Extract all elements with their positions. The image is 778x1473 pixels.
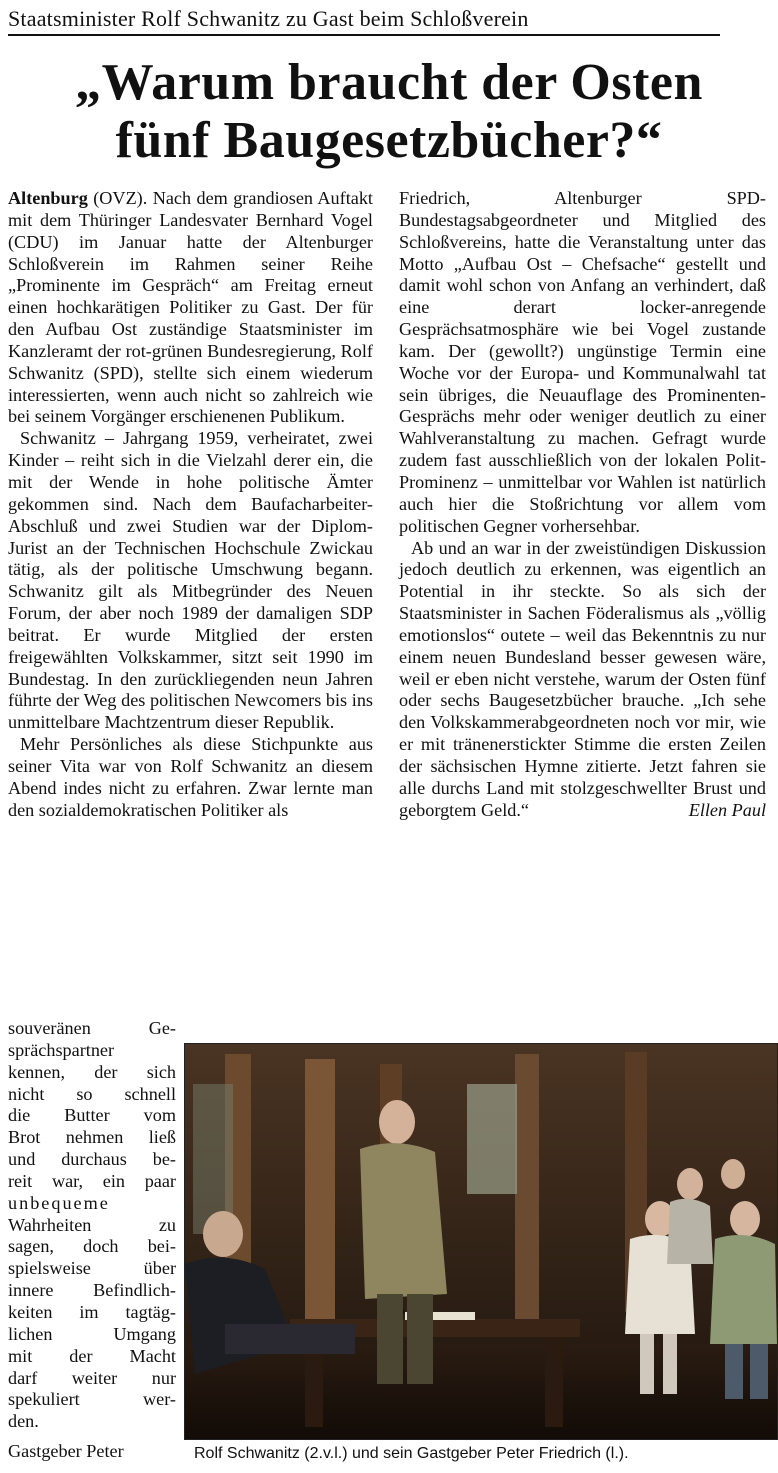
narrow-line: den. (8, 1411, 39, 1432)
narrow-line: mit der Macht (8, 1345, 176, 1366)
narrow-line: sprächspartner (8, 1039, 115, 1060)
kicker: Staatsminister Rolf Schwanitz zu Gast beim Schloßverein (8, 6, 720, 36)
narrow-line: spekuliert wer- (8, 1389, 176, 1410)
article-narrow-column (8, 1018, 176, 1433)
photo-illustration (185, 1044, 777, 1439)
dateline: Altenburg (8, 188, 88, 208)
narrow-line: spielsweise über (8, 1258, 176, 1279)
paragraph (399, 538, 766, 822)
narrow-line: nicht so schnell (8, 1083, 176, 1104)
author: Ellen Paul (688, 799, 766, 820)
event-photo (184, 1043, 778, 1440)
paragraph-text: (OVZ). Nach dem grandiosen Auftakt mit dem Thüringer Landesvater Bernhard Vogel (CDU) im Januar hatte der Altenburger Schloßverein im Rahmen seiner Reihe „Prominente im Gespräch“ am Freitag erneut einen hochkarätigen Politiker zu Gast. Der für den Aufbau Ost zuständige Staatsminister im Kanzleramt der rot-grünen Bundesregierung, Rolf Schwanitz (SPD), stellte sich einem wiederum interessierten, wenn auch nicht so zahlreich wie bei seinem Vorgänger erschienenen Publikum. (8, 188, 373, 427)
narrow-line: reit war, ein paar (8, 1170, 176, 1191)
paragraph: Schwanitz – Jahrgang 1959, verheiratet, zwei Kinder – reiht sich in die Vielzahl derer ein, die mit der Wende in hohe politische Ämter gekommen sind. Nach dem Baufacharbeiter-Abschluß und zwei Studien war der Diplom-Jurist an der Technischen Hochschule Zwickau tätig, als der politische Umschwung begann. Schwanitz gilt als Mitbegründer des Neuen Forum, der aber noch 1989 der damaligen SDP beitrat. Er wurde Mitglied der ersten freigewählten Volkskammer, sitzt seit 1990 im Bundestag. In den zurückliegenden neun Jahren führte der Weg des politischen Newcomers bis ins unmittelbare Machtzentrum dieser Republik. (8, 428, 373, 733)
narrow-line: lichen Umgang (8, 1323, 176, 1344)
headline-line-2: fünf Baugesetzbücher?“ (115, 112, 663, 169)
paragraph (8, 188, 373, 428)
narrow-line: Wahrheiten zu (8, 1214, 176, 1235)
photo-caption: Rolf Schwanitz (2.v.l.) und sein Gastgeber Peter Friedrich (l.). (194, 1445, 629, 1462)
narrow-line: die Butter vom (8, 1105, 176, 1126)
narrow-line: innere Befindlich- (8, 1280, 176, 1301)
narrow-line: kennen, der sich (8, 1061, 176, 1082)
article-column-1 (8, 188, 373, 821)
paragraph-text: Ab und an war in der zweistündigen Diskussion jedoch deutlich zu erkennen, was eigentlich an Potential in ihr steckte. So als sich der Staatsminister in Sachen Föderalismus als „völlig emotionslos“ outete – weil das Bekenntnis zu nur einem neuen Bundesland besser gewesen wäre, weil er eben nicht verstehe, warum der Osten fünf oder sechs Baugesetzbücher brauche. „Ich sehe den Volkskammerabgeordneten noch vor mir, wie er mit tränenerstickter Stimme die ersten Zeilen der sächsischen Hymne zitierte. Jetzt fahren sie alle durchs Land mit stolzgeschwellter Brust und geborgtem Geld.“ (399, 537, 766, 820)
headline-line-1: „Warum braucht der Osten (75, 54, 703, 111)
narrow-line: und durchaus be- (8, 1149, 176, 1170)
narrow-line: sagen, doch bei- (8, 1236, 176, 1257)
narrow-line: unbequeme (8, 1192, 110, 1213)
narrow-line: darf weiter nur (8, 1367, 176, 1388)
article-column-2 (399, 188, 766, 821)
paragraph: Mehr Persönliches als diese Stichpunkte aus seiner Vita war von Rolf Schwanitz an diesem Abend indes nicht zu erfahren. Zwar lernte man den sozialdemokratischen Politiker als (8, 734, 373, 820)
narrow-line: Brot nehmen ließ (8, 1127, 176, 1148)
continuation-text: Gastgeber Peter (8, 1441, 124, 1461)
narrow-line: souveränen Ge- (8, 1018, 176, 1038)
narrow-line: keiten im tagtäg- (8, 1301, 176, 1322)
paragraph: Friedrich, Altenburger SPD-Bundestagsabgeordneter und Mitglied des Schloßvereins, hatte die Veranstaltung unter das Motto „Aufbau Ost – Chefsache“ gestellt und damit wohl schon von Anfang an verhindert, daß eine derart locker-anregende Gesprächsatmosphäre wie bei Vogel zustande kam. Der (gewollt?) ungünstige Termin eine Woche vor der Europa- und Kommunalwahl tat sein übriges, die Neuauflage des Prominenten-Gesprächs mehr oder weniger deutlich zu einer Wahlveranstaltung zu machen. Gefragt wurde zudem fast ausschließlich von der lokalen Polit-Prominenz – unmittelbar vor Wahlen ist natürlich auch hier die Stoßrichtung vor allem vom politischen Gegner vorhersehbar. (399, 188, 766, 536)
headline (0, 54, 778, 170)
